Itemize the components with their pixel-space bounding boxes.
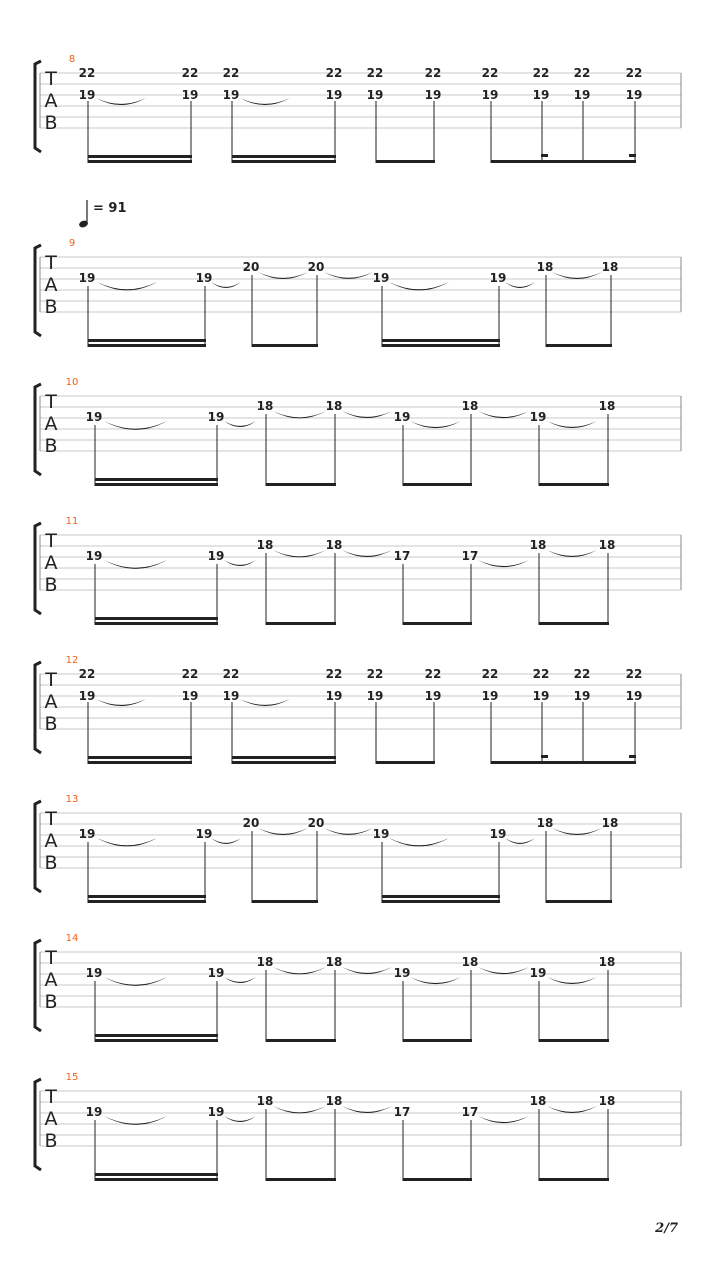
measure-number: 13	[65, 794, 79, 805]
page-number: 2/7	[655, 1221, 678, 1236]
fret-number: 19	[532, 88, 550, 102]
tab-clef-b: B	[44, 435, 58, 457]
beam	[88, 160, 192, 163]
measure-number: 15	[65, 1072, 79, 1083]
fret-number: 22	[78, 667, 96, 681]
fret-number: 19	[195, 271, 213, 285]
fret-number: 19	[181, 88, 199, 102]
fret-number: 18	[461, 955, 479, 969]
fret-number: 19	[181, 689, 199, 703]
fret-number: 18	[325, 399, 343, 413]
tab-clef-a: A	[44, 552, 58, 574]
tab-staff	[35, 377, 681, 486]
staves	[35, 54, 681, 1181]
tie	[258, 272, 308, 279]
fret-number: 19	[532, 689, 550, 703]
tab-clef-b: B	[44, 112, 58, 134]
fret-number: 19	[222, 88, 240, 102]
beam	[539, 622, 609, 625]
fret-number: 22	[181, 66, 199, 80]
tie	[547, 977, 597, 984]
beam	[252, 900, 318, 903]
fret-number: 20	[307, 816, 325, 830]
fret-number: 19	[366, 88, 384, 102]
tab-clef-a: A	[44, 274, 58, 296]
beam	[539, 1178, 609, 1181]
fret-number: 18	[325, 538, 343, 552]
tie	[389, 282, 449, 290]
beam	[266, 622, 336, 625]
tab-clef-a: A	[44, 1108, 58, 1130]
fret-number: 18	[256, 538, 274, 552]
fret-number: 19	[207, 549, 225, 563]
tie	[342, 967, 392, 974]
fret-number: 22	[532, 66, 550, 80]
fret-number: 22	[573, 66, 591, 80]
fret-number: 20	[307, 260, 325, 274]
fret-number: 19	[481, 689, 499, 703]
fret-number: 19	[529, 410, 547, 424]
beam	[546, 900, 612, 903]
fret-number: 19	[207, 1105, 225, 1119]
beam	[382, 339, 500, 342]
tie	[547, 421, 597, 428]
tie	[224, 1116, 256, 1122]
tie	[273, 1106, 326, 1113]
fret-number: 19	[372, 271, 390, 285]
fret-number: 22	[481, 66, 499, 80]
tie	[410, 977, 461, 984]
fret-number: 19	[222, 689, 240, 703]
tie	[342, 1106, 392, 1113]
fret-number: 18	[601, 260, 619, 274]
tie	[224, 560, 256, 566]
tie	[478, 967, 529, 974]
tie	[104, 421, 167, 430]
tab-clef-t: T	[45, 391, 57, 413]
tie	[552, 828, 602, 835]
beam	[232, 756, 336, 759]
fret-number: 18	[461, 399, 479, 413]
fret-number: 18	[536, 816, 554, 830]
tie	[211, 838, 241, 844]
tab-clef-t: T	[45, 947, 57, 969]
beam	[88, 900, 206, 903]
beam	[403, 483, 472, 486]
fret-number: 18	[598, 538, 616, 552]
fret-number: 19	[393, 410, 411, 424]
beam	[491, 160, 636, 163]
tie	[97, 838, 157, 846]
beam	[266, 1039, 336, 1042]
tie	[342, 550, 392, 557]
tie	[104, 560, 167, 569]
tab-clef-t: T	[45, 68, 57, 90]
beam	[403, 1178, 472, 1181]
beam	[95, 1178, 218, 1181]
tie	[478, 1116, 529, 1123]
tab-clef-t: T	[45, 252, 57, 274]
sixteenth-flag	[541, 154, 548, 157]
measure-number: 10	[65, 377, 79, 388]
tie	[258, 828, 308, 835]
fret-number: 20	[242, 816, 260, 830]
beam	[539, 483, 609, 486]
fret-number: 19	[393, 966, 411, 980]
fret-number: 18	[598, 1094, 616, 1108]
fret-number: 18	[325, 955, 343, 969]
tie	[547, 1106, 597, 1113]
beam	[266, 1178, 336, 1181]
tab-staff	[35, 655, 681, 764]
fret-number: 19	[424, 689, 442, 703]
tie	[96, 699, 146, 706]
fret-number: 22	[625, 667, 643, 681]
tie	[505, 838, 535, 844]
tie	[224, 977, 256, 983]
fret-number: 19	[625, 88, 643, 102]
beam	[382, 900, 500, 903]
fret-number: 18	[256, 399, 274, 413]
beam	[95, 1034, 218, 1037]
fret-number: 19	[424, 88, 442, 102]
tab-staff	[35, 794, 681, 903]
beam	[95, 478, 218, 481]
fret-number: 18	[256, 1094, 274, 1108]
fret-number: 22	[573, 667, 591, 681]
tab-staff	[35, 933, 681, 1042]
tie	[273, 550, 326, 557]
fret-number: 19	[78, 271, 96, 285]
tie	[410, 421, 461, 428]
fret-number: 19	[366, 689, 384, 703]
fret-number: 19	[372, 827, 390, 841]
tie	[240, 699, 290, 706]
fret-number: 22	[366, 66, 384, 80]
tie	[324, 272, 373, 279]
tab-clef-b: B	[44, 991, 58, 1013]
tie	[478, 411, 529, 418]
measure-number: 9	[68, 238, 76, 249]
fret-number: 18	[325, 1094, 343, 1108]
tab-clef-t: T	[45, 808, 57, 830]
tie	[273, 967, 326, 974]
tab-clef-t: T	[45, 669, 57, 691]
beam	[539, 1039, 609, 1042]
tab-clef-a: A	[44, 90, 58, 112]
quarter-note-icon	[76, 198, 92, 230]
fret-number: 19	[78, 689, 96, 703]
tie	[104, 1116, 167, 1125]
tie	[547, 550, 597, 557]
fret-number: 19	[489, 271, 507, 285]
tab-clef-b: B	[44, 574, 58, 596]
beam	[376, 160, 435, 163]
fret-number: 17	[461, 1105, 479, 1119]
fret-number: 17	[461, 549, 479, 563]
fret-number: 18	[529, 538, 547, 552]
beam	[95, 483, 218, 486]
fret-number: 19	[529, 966, 547, 980]
fret-number: 18	[256, 955, 274, 969]
beam	[232, 160, 336, 163]
tie	[273, 411, 326, 418]
measure-number: 8	[68, 54, 76, 65]
fret-number: 19	[207, 966, 225, 980]
beam	[95, 1039, 218, 1042]
measure-number: 12	[65, 655, 79, 666]
fret-number: 19	[325, 88, 343, 102]
sixteenth-flag	[629, 154, 636, 157]
tab-staff	[35, 1072, 681, 1181]
fret-number: 18	[536, 260, 554, 274]
fret-number: 19	[85, 549, 103, 563]
fret-number: 19	[625, 689, 643, 703]
beam	[95, 622, 218, 625]
beam	[88, 155, 192, 158]
fret-number: 22	[181, 667, 199, 681]
fret-number: 19	[195, 827, 213, 841]
beam	[88, 761, 192, 764]
tab-clef-b: B	[44, 713, 58, 735]
beam	[382, 344, 500, 347]
beam	[252, 344, 318, 347]
fret-number: 22	[424, 66, 442, 80]
tab-staff	[35, 516, 681, 625]
fret-number: 18	[598, 399, 616, 413]
measure-number: 14	[65, 933, 79, 944]
beam	[88, 339, 206, 342]
tie	[505, 282, 535, 288]
fret-number: 19	[85, 410, 103, 424]
tie	[96, 98, 146, 105]
tab-clef-a: A	[44, 830, 58, 852]
fret-number: 19	[207, 410, 225, 424]
beam	[95, 617, 218, 620]
beam	[232, 155, 336, 158]
fret-number: 19	[78, 827, 96, 841]
beam	[88, 756, 192, 759]
beam	[546, 344, 612, 347]
tie	[240, 98, 290, 105]
tab-clef-b: B	[44, 852, 58, 874]
tie	[104, 977, 167, 986]
tempo-marking: = 91	[93, 201, 127, 216]
tie	[97, 282, 157, 290]
fret-number: 22	[78, 66, 96, 80]
tab-clef-t: T	[45, 530, 57, 552]
fret-number: 19	[481, 88, 499, 102]
fret-number: 22	[222, 667, 240, 681]
tie	[211, 282, 241, 288]
beam	[382, 895, 500, 898]
fret-number: 19	[573, 88, 591, 102]
fret-number: 22	[625, 66, 643, 80]
tie	[342, 411, 392, 418]
fret-number: 19	[489, 827, 507, 841]
fret-number: 18	[529, 1094, 547, 1108]
fret-number: 20	[242, 260, 260, 274]
fret-number: 19	[85, 1105, 103, 1119]
beam	[88, 895, 206, 898]
tie	[552, 272, 602, 279]
tab-clef-b: B	[44, 1130, 58, 1152]
fret-number: 19	[325, 689, 343, 703]
tab-staff	[35, 54, 681, 163]
fret-number: 18	[598, 955, 616, 969]
beam	[232, 761, 336, 764]
tab-staff	[35, 238, 681, 347]
fret-number: 19	[78, 88, 96, 102]
beam	[491, 761, 636, 764]
fret-number: 22	[222, 66, 240, 80]
sixteenth-flag	[629, 755, 636, 758]
fret-number: 17	[393, 549, 411, 563]
tie	[478, 560, 529, 567]
tab-clef-a: A	[44, 413, 58, 435]
beam	[376, 761, 435, 764]
fret-number: 17	[393, 1105, 411, 1119]
tab-clef-t: T	[45, 1086, 57, 1108]
fret-number: 22	[424, 667, 442, 681]
fret-number: 18	[601, 816, 619, 830]
beam	[95, 1173, 218, 1176]
fret-number: 22	[532, 667, 550, 681]
fret-number: 22	[481, 667, 499, 681]
fret-number: 22	[366, 667, 384, 681]
tab-clef-a: A	[44, 691, 58, 713]
beam	[403, 1039, 472, 1042]
fret-number: 19	[573, 689, 591, 703]
beam	[88, 344, 206, 347]
measure-number: 11	[65, 516, 79, 527]
beam	[266, 483, 336, 486]
sixteenth-flag	[541, 755, 548, 758]
tie	[324, 828, 373, 835]
fret-number: 22	[325, 66, 343, 80]
tie	[389, 838, 449, 846]
fret-number: 22	[325, 667, 343, 681]
tie	[224, 421, 256, 427]
tab-clef-b: B	[44, 296, 58, 318]
tab-clef-a: A	[44, 969, 58, 991]
beam	[403, 622, 472, 625]
fret-number: 19	[85, 966, 103, 980]
